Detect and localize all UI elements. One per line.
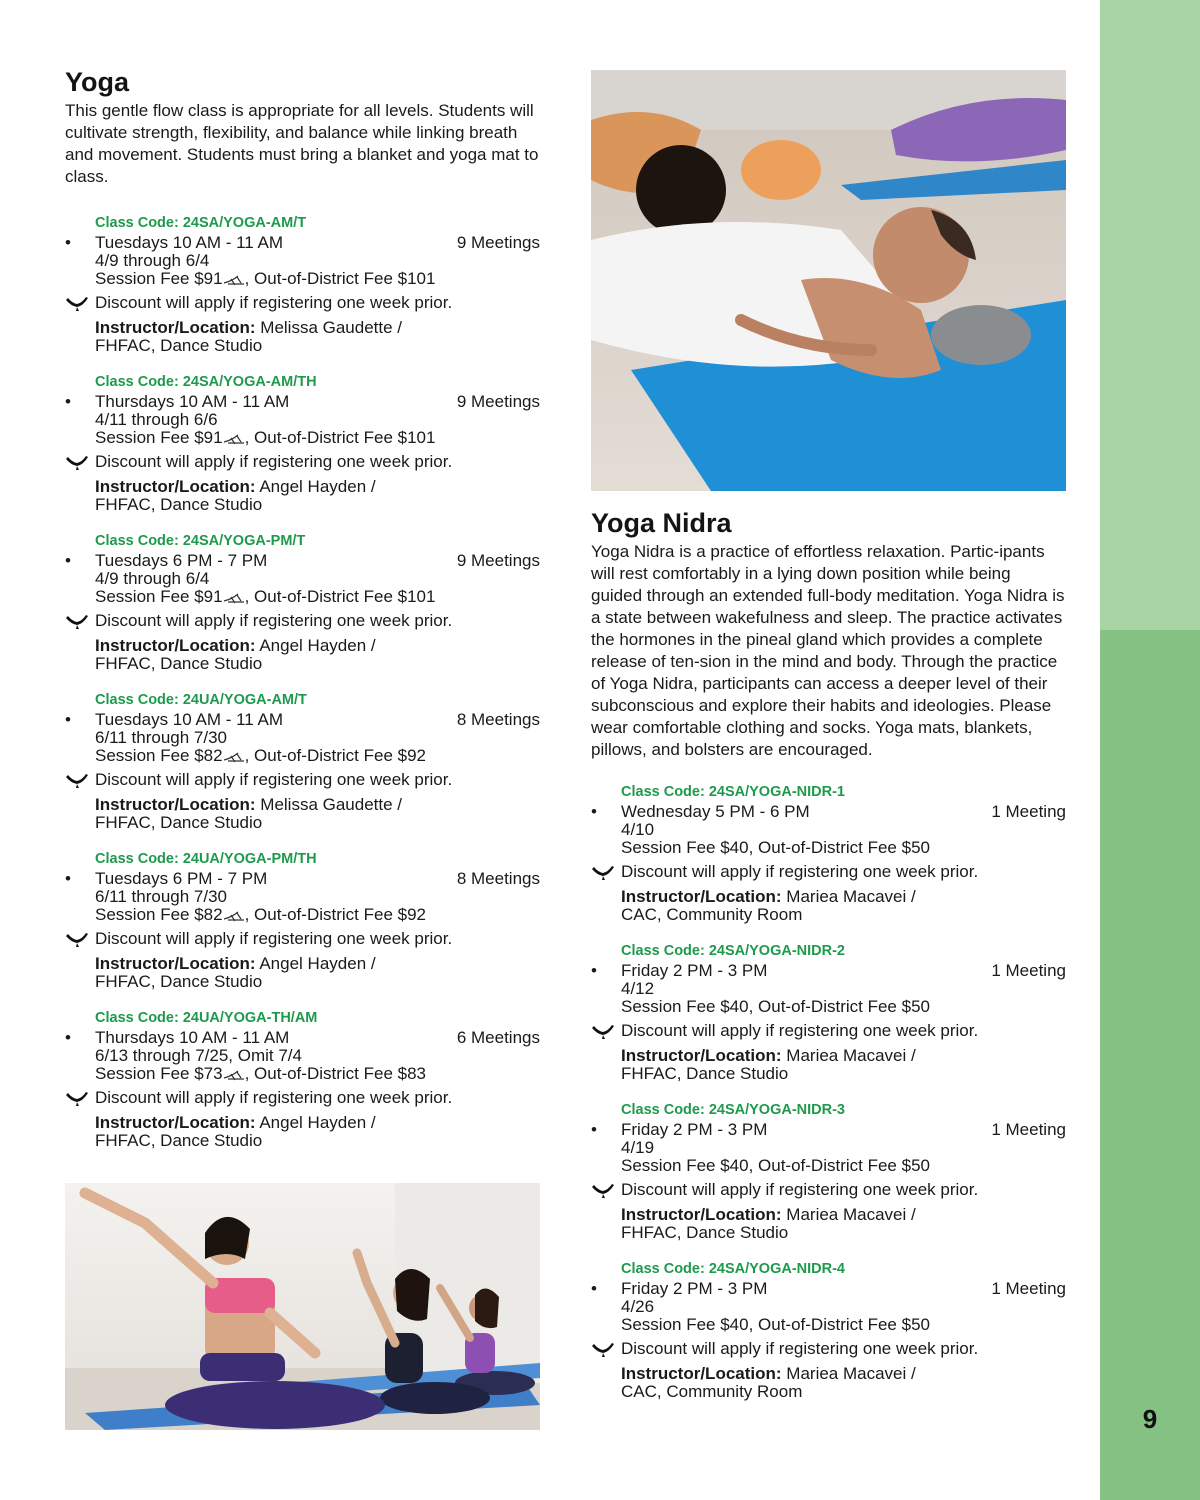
instructor-location <box>65 796 540 832</box>
senior-discount-icon <box>223 909 245 923</box>
discount-text: Discount will apply if registering one week prior. <box>95 293 453 312</box>
meeting-count: 8 Meetings <box>456 869 540 888</box>
class-dates: 6/11 through 7/30 <box>95 728 228 747</box>
instructor-name: Mariea Macavei / <box>781 1205 916 1224</box>
class-listing <box>591 1099 1066 1242</box>
page-number: 9 <box>1142 1404 1158 1434</box>
class-listing <box>65 689 540 832</box>
fee-row <box>591 839 1066 857</box>
instructor-location <box>591 1365 1066 1401</box>
meeting-count: 9 Meetings <box>456 551 540 570</box>
class-dates: 4/12 <box>621 979 655 998</box>
class-location: FHFAC, Dance Studio <box>621 1223 789 1242</box>
discount-hand-icon <box>65 773 89 789</box>
out-of-district-fee: , Out-of-District Fee $92 <box>244 746 426 765</box>
class-code: Class Code: 24SA/YOGA-NIDR-3 <box>621 1102 845 1118</box>
class-listing <box>65 848 540 991</box>
meeting-count: 8 Meetings <box>456 710 540 729</box>
yoga-class-list <box>65 212 540 1150</box>
session-fee: Session Fee $40, Out-of-District Fee $50 <box>621 997 930 1016</box>
discount-note <box>591 863 1066 881</box>
schedule-row <box>65 393 540 411</box>
class-location: CAC, Community Room <box>621 1382 803 1401</box>
discount-note <box>65 930 540 948</box>
instructor-name: Mariea Macavei / <box>781 1046 916 1065</box>
class-schedule: Tuesdays 10 AM - 11 AM <box>95 233 284 252</box>
out-of-district-fee: , Out-of-District Fee $83 <box>244 1064 426 1083</box>
schedule-row <box>591 803 1066 821</box>
meeting-count: 6 Meetings <box>456 1028 540 1047</box>
bullet-icon: • <box>65 1028 71 1047</box>
senior-discount-icon <box>223 273 245 287</box>
class-location: FHFAC, Dance Studio <box>95 495 263 514</box>
discount-hand-icon <box>591 1342 615 1358</box>
fee-row <box>65 747 540 765</box>
instructor-location <box>591 1047 1066 1083</box>
discount-text: Discount will apply if registering one week prior. <box>95 452 453 471</box>
class-location: FHFAC, Dance Studio <box>621 1064 789 1083</box>
discount-hand-icon <box>591 1024 615 1040</box>
instructor-name: Mariea Macavei / <box>781 887 916 906</box>
meeting-count: 9 Meetings <box>456 392 540 411</box>
fee-row <box>65 906 540 924</box>
fee-row <box>65 429 540 447</box>
class-listing <box>65 371 540 514</box>
class-dates: 4/9 through 6/4 <box>95 251 210 270</box>
class-listing <box>65 530 540 673</box>
class-listing <box>65 212 540 355</box>
session-fee: Session Fee $82 <box>95 905 223 924</box>
discount-hand-icon <box>65 455 89 471</box>
out-of-district-fee: , Out-of-District Fee $101 <box>244 587 436 606</box>
discount-note <box>591 1340 1066 1358</box>
class-schedule: Thursdays 10 AM - 11 AM <box>95 1028 290 1047</box>
discount-text: Discount will apply if registering one week prior. <box>95 929 453 948</box>
nidra-description: Yoga Nidra is a practice of effortless relaxation. Partic-ipants will rest comfortably in a lying down position while being guided through an extended full-body meditation. Yoga Nidra is a state between wakefulness and sleep. The practice activates the hormones in the pineal gland which provides a complete release of ten-sion in the mind and body. Through the practice of Yoga Nidra, participants can access a deeper level of their subconscious and explore their habits and ideologies. Please wear comfortable clothing and socks. Yoga mats, blankets, pillows, and bolsters are encouraged. <box>591 542 1065 759</box>
instructor-name: Angel Hayden / <box>255 954 376 973</box>
instructor-name: Melissa Gaudette / <box>255 795 403 814</box>
class-code: Class Code: 24UA/YOGA-PM/TH <box>95 851 317 867</box>
discount-note <box>591 1181 1066 1199</box>
session-fee: Session Fee $40, Out-of-District Fee $50 <box>621 1315 930 1334</box>
session-fee: Session Fee $91 <box>95 428 223 447</box>
instructor-label: Instructor/Location: <box>621 1046 782 1065</box>
schedule-row <box>65 552 540 570</box>
instructor-label: Instructor/Location: <box>621 1205 782 1224</box>
yoga-description: This gentle flow class is appropriate for all levels. Students will cultivate strength, flexibility, and balance while linking breath and movement. Students must bring a blanket and yoga mat to class. <box>65 101 539 186</box>
discount-text: Discount will apply if registering one week prior. <box>95 1088 453 1107</box>
class-code: Class Code: 24SA/YOGA-NIDR-2 <box>621 943 845 959</box>
class-code: Class Code: 24UA/YOGA-TH/AM <box>95 1010 318 1026</box>
yoga-nidra-photo <box>591 70 1066 491</box>
schedule-row <box>65 711 540 729</box>
instructor-name: Angel Hayden / <box>255 1113 376 1132</box>
instructor-label: Instructor/Location: <box>95 477 256 496</box>
yoga-class-photo <box>65 1183 540 1430</box>
bullet-icon: • <box>591 961 597 980</box>
instructor-label: Instructor/Location: <box>95 318 256 337</box>
class-listing <box>591 781 1066 924</box>
instructor-location <box>65 637 540 673</box>
fee-row <box>65 1065 540 1083</box>
nidra-title: Yoga Nidra <box>591 508 732 538</box>
discount-text: Discount will apply if registering one week prior. <box>95 611 453 630</box>
discount-note <box>65 1089 540 1107</box>
meeting-count: 1 Meeting <box>991 961 1066 980</box>
class-dates: 4/19 <box>621 1138 655 1157</box>
class-code: Class Code: 24SA/YOGA-AM/T <box>95 215 307 231</box>
discount-note <box>65 612 540 630</box>
out-of-district-fee: , Out-of-District Fee $101 <box>244 428 436 447</box>
class-listing <box>591 1258 1066 1401</box>
discount-note <box>65 771 540 789</box>
class-dates: 6/11 through 7/30 <box>95 887 228 906</box>
meeting-count: 9 Meetings <box>456 233 540 252</box>
session-fee: Session Fee $91 <box>95 269 223 288</box>
class-dates: 4/9 through 6/4 <box>95 569 210 588</box>
discount-text: Discount will apply if registering one week prior. <box>621 1339 979 1358</box>
class-schedule: Wednesday 5 PM - 6 PM <box>621 802 810 821</box>
meeting-count: 1 Meeting <box>991 1279 1066 1298</box>
side-band <box>1100 0 1200 1500</box>
bullet-icon: • <box>65 551 71 570</box>
nidra-section <box>591 70 1066 1417</box>
class-schedule: Tuesdays 6 PM - 7 PM <box>95 869 268 888</box>
discount-note <box>591 1022 1066 1040</box>
fee-row <box>591 998 1066 1016</box>
meeting-count: 1 Meeting <box>991 802 1066 821</box>
instructor-name: Mariea Macavei / <box>781 1364 916 1383</box>
bullet-icon: • <box>65 233 71 252</box>
session-fee: Session Fee $91 <box>95 587 223 606</box>
instructor-location <box>65 319 540 355</box>
discount-text: Discount will apply if registering one week prior. <box>621 862 979 881</box>
fee-row <box>591 1316 1066 1334</box>
bullet-icon: • <box>65 710 71 729</box>
instructor-location <box>591 1206 1066 1242</box>
instructor-label: Instructor/Location: <box>621 887 782 906</box>
fee-row <box>65 270 540 288</box>
discount-note <box>65 453 540 471</box>
class-schedule: Friday 2 PM - 3 PM <box>621 961 768 980</box>
instructor-location <box>65 955 540 991</box>
instructor-label: Instructor/Location: <box>95 954 256 973</box>
senior-discount-icon <box>223 1068 245 1082</box>
session-fee: Session Fee $73 <box>95 1064 223 1083</box>
class-dates: 6/13 through 7/25, Omit 7/4 <box>95 1046 302 1065</box>
yoga-section <box>65 64 540 1166</box>
class-code: Class Code: 24UA/YOGA-AM/T <box>95 692 307 708</box>
class-dates: 4/10 <box>621 820 655 839</box>
instructor-label: Instructor/Location: <box>621 1364 782 1383</box>
bullet-icon: • <box>65 869 71 888</box>
schedule-row <box>591 1280 1066 1298</box>
discount-hand-icon <box>65 614 89 630</box>
yoga-title: Yoga <box>65 67 130 97</box>
out-of-district-fee: , Out-of-District Fee $101 <box>244 269 436 288</box>
class-location: FHFAC, Dance Studio <box>95 972 263 991</box>
class-location: FHFAC, Dance Studio <box>95 336 263 355</box>
session-fee: Session Fee $82 <box>95 746 223 765</box>
discount-hand-icon <box>591 865 615 881</box>
session-fee: Session Fee $40, Out-of-District Fee $50 <box>621 838 930 857</box>
discount-hand-icon <box>591 1183 615 1199</box>
class-code: Class Code: 24SA/YOGA-NIDR-1 <box>621 784 845 800</box>
class-location: FHFAC, Dance Studio <box>95 654 263 673</box>
session-fee: Session Fee $40, Out-of-District Fee $50 <box>621 1156 930 1175</box>
bullet-icon: • <box>65 392 71 411</box>
instructor-location <box>65 1114 540 1150</box>
fee-row <box>591 1157 1066 1175</box>
senior-discount-icon <box>223 432 245 446</box>
schedule-row <box>65 870 540 888</box>
nidra-class-list <box>591 781 1066 1401</box>
class-schedule: Friday 2 PM - 3 PM <box>621 1279 768 1298</box>
schedule-row <box>591 962 1066 980</box>
instructor-label: Instructor/Location: <box>95 636 256 655</box>
class-location: FHFAC, Dance Studio <box>95 813 263 832</box>
senior-discount-icon <box>223 750 245 764</box>
discount-note <box>65 294 540 312</box>
instructor-name: Melissa Gaudette / <box>255 318 403 337</box>
class-schedule: Tuesdays 10 AM - 11 AM <box>95 710 284 729</box>
bullet-icon: • <box>591 802 597 821</box>
discount-hand-icon <box>65 296 89 312</box>
instructor-name: Angel Hayden / <box>255 477 376 496</box>
bullet-icon: • <box>591 1120 597 1139</box>
instructor-location <box>65 478 540 514</box>
instructor-name: Angel Hayden / <box>255 636 376 655</box>
instructor-label: Instructor/Location: <box>95 795 256 814</box>
class-location: FHFAC, Dance Studio <box>95 1131 263 1150</box>
class-schedule: Friday 2 PM - 3 PM <box>621 1120 768 1139</box>
discount-text: Discount will apply if registering one week prior. <box>95 770 453 789</box>
class-listing <box>591 940 1066 1083</box>
schedule-row <box>65 1029 540 1047</box>
instructor-label: Instructor/Location: <box>95 1113 256 1132</box>
class-code: Class Code: 24SA/YOGA-AM/TH <box>95 374 317 390</box>
class-schedule: Thursdays 10 AM - 11 AM <box>95 392 290 411</box>
schedule-row <box>65 234 540 252</box>
class-code: Class Code: 24SA/YOGA-PM/T <box>95 533 306 549</box>
meeting-count: 1 Meeting <box>991 1120 1066 1139</box>
senior-discount-icon <box>223 591 245 605</box>
class-dates: 4/26 <box>621 1297 655 1316</box>
bullet-icon: • <box>591 1279 597 1298</box>
class-location: CAC, Community Room <box>621 905 803 924</box>
fee-row <box>65 588 540 606</box>
class-listing <box>65 1007 540 1150</box>
out-of-district-fee: , Out-of-District Fee $92 <box>244 905 426 924</box>
class-dates: 4/11 through 6/6 <box>95 410 218 429</box>
instructor-location <box>591 888 1066 924</box>
discount-hand-icon <box>65 1091 89 1107</box>
schedule-row <box>591 1121 1066 1139</box>
class-schedule: Tuesdays 6 PM - 7 PM <box>95 551 268 570</box>
discount-hand-icon <box>65 932 89 948</box>
discount-text: Discount will apply if registering one week prior. <box>621 1021 979 1040</box>
class-code: Class Code: 24SA/YOGA-NIDR-4 <box>621 1261 845 1277</box>
discount-text: Discount will apply if registering one week prior. <box>621 1180 979 1199</box>
